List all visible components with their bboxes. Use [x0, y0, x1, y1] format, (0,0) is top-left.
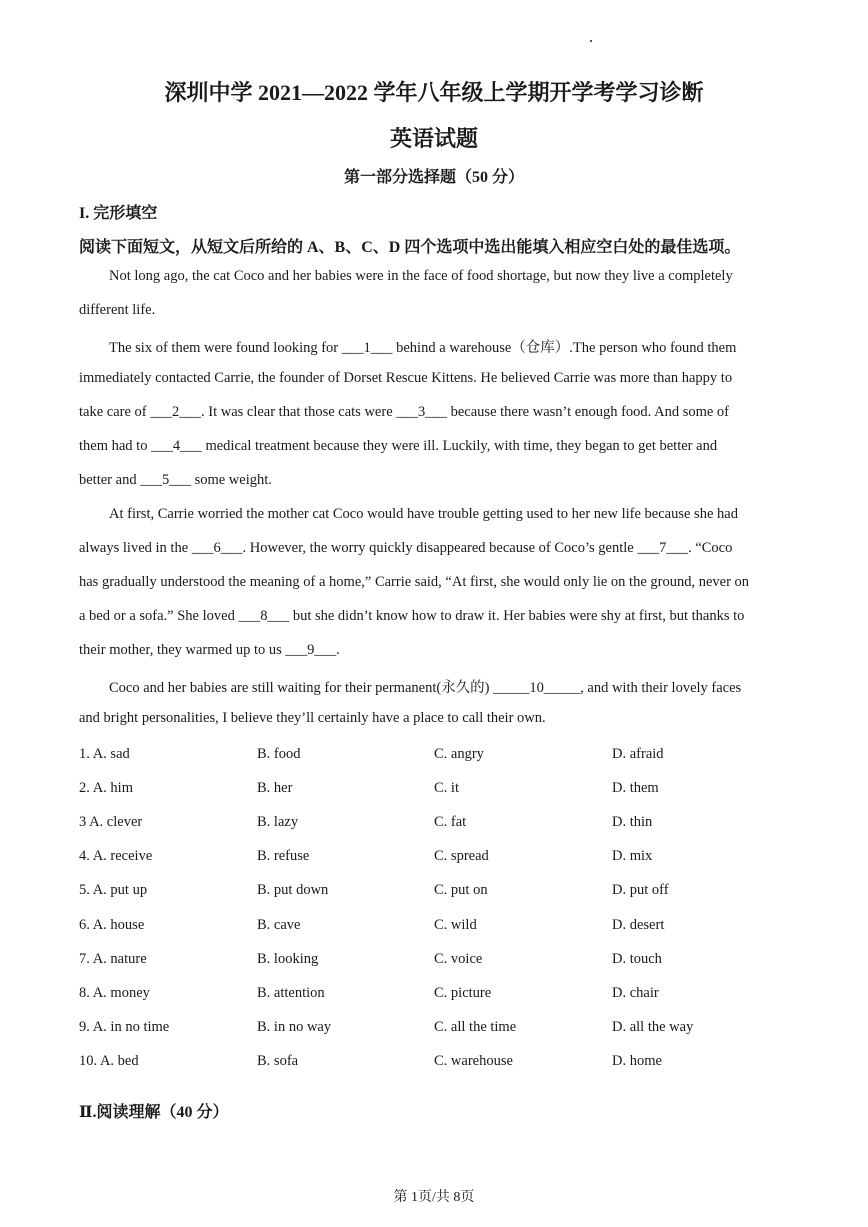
option-4-B: B. refuse	[257, 848, 310, 864]
option-3-A: 3 A. clever	[79, 814, 143, 830]
option-6-D: D. desert	[612, 917, 665, 933]
option-4-D: D. mix	[612, 848, 653, 864]
option-8-D: D. chair	[612, 985, 659, 1001]
option-3-C: C. fat	[434, 814, 467, 830]
option-2-B: B. her	[257, 780, 293, 796]
passage-line: The six of them were found looking for ___1___ behind a warehouse（仓库）.The person who found them	[109, 340, 737, 356]
option-9-A: 9. A. in no time	[79, 1019, 170, 1035]
passage-line: different life.	[79, 302, 156, 318]
option-10-C: C. warehouse	[434, 1053, 513, 1069]
option-5-A: 5. A. put up	[79, 882, 148, 898]
option-2-A: 2. A. him	[79, 780, 133, 796]
option-5-C: C. put on	[434, 882, 488, 898]
scan-dot	[590, 40, 592, 42]
passage-line: immediately contacted Carrie, the founder of Dorset Rescue Kittens. He believed Carrie was more than happy to	[79, 370, 733, 386]
option-8-A: 8. A. money	[79, 985, 150, 1001]
passage-line: Coco and her babies are still waiting for their permanent(永久的) _____10_____, and with their lovely faces	[109, 680, 742, 696]
passage-line: them had to ___4___ medical treatment because they were ill. Luckily, with time, they began to get better and	[79, 438, 718, 454]
exam-title: 深圳中学 2021—2022 学年八年级上学期开学考学习诊断	[164, 80, 704, 105]
subject-title: 英语试题	[389, 126, 478, 151]
option-3-B: B. lazy	[257, 814, 299, 830]
passage-line: has gradually understood the meaning of a home,” Carrie said, “At first, she would only lie on the ground, never on	[79, 574, 750, 590]
option-9-C: C. all the time	[434, 1019, 517, 1035]
option-6-A: 6. A. house	[79, 917, 145, 933]
option-3-D: D. thin	[612, 814, 653, 830]
option-9-B: B. in no way	[257, 1019, 332, 1035]
option-10-B: B. sofa	[257, 1053, 299, 1069]
option-5-B: B. put down	[257, 882, 329, 898]
part-one-heading: 第一部分选择题（50 分）	[343, 169, 524, 186]
section-1-instruction: 阅读下面短文，从短文后所给的 A、B、C、D 四个选项中选出能填入相应空白处的最佳选项。	[79, 239, 741, 256]
passage-line: a bed or a sofa.” She loved ___8___ but she didn’t know how to draw it. Her babies were shy at first, but thanks to	[79, 608, 745, 624]
option-1-B: B. food	[257, 746, 301, 762]
section-2-heading: Ⅱ.阅读理解（40 分）	[79, 1104, 229, 1121]
option-7-B: B. looking	[257, 951, 319, 967]
option-8-B: B. attention	[257, 985, 325, 1001]
option-10-D: D. home	[612, 1053, 662, 1069]
passage-line: better and ___5___ some weight.	[79, 472, 272, 488]
option-9-D: D. all the way	[612, 1019, 694, 1035]
passage-line: their mother, they warmed up to us ___9___.	[79, 642, 340, 658]
option-4-A: 4. A. receive	[79, 848, 153, 864]
option-1-C: C. angry	[434, 746, 484, 762]
option-7-D: D. touch	[612, 951, 662, 967]
option-7-C: C. voice	[434, 951, 483, 967]
page-footer: 第 1页/共 8页	[393, 1190, 475, 1205]
option-10-A: 10. A. bed	[79, 1053, 139, 1069]
option-6-B: B. cave	[257, 917, 301, 933]
section-1-heading: I. 完形填空	[79, 205, 158, 222]
option-8-C: C. picture	[434, 985, 492, 1001]
option-2-C: C. it	[434, 780, 459, 796]
option-4-C: C. spread	[434, 848, 489, 864]
passage-line: Not long ago, the cat Coco and her babies were in the face of food shortage, but now they live a completely	[109, 268, 733, 284]
option-7-A: 7. A. nature	[79, 951, 147, 967]
passage-line: and bright personalities, I believe they’ll certainly have a place to call their own.	[79, 710, 546, 726]
passage-line: take care of ___2___. It was clear that those cats were ___3___ because there wasn’t enough food. And some of	[79, 404, 730, 420]
option-1-A: 1. A. sad	[79, 746, 130, 762]
passage-line: At first, Carrie worried the mother cat Coco would have trouble getting used to her new life because she had	[109, 506, 738, 522]
option-1-D: D. afraid	[612, 746, 664, 762]
option-5-D: D. put off	[612, 882, 669, 898]
option-6-C: C. wild	[434, 917, 477, 933]
passage-line: always lived in the ___6___. However, the worry quickly disappeared because of Coco’s gentle ___7___. “Coco	[79, 540, 733, 556]
option-2-D: D. them	[612, 780, 659, 796]
